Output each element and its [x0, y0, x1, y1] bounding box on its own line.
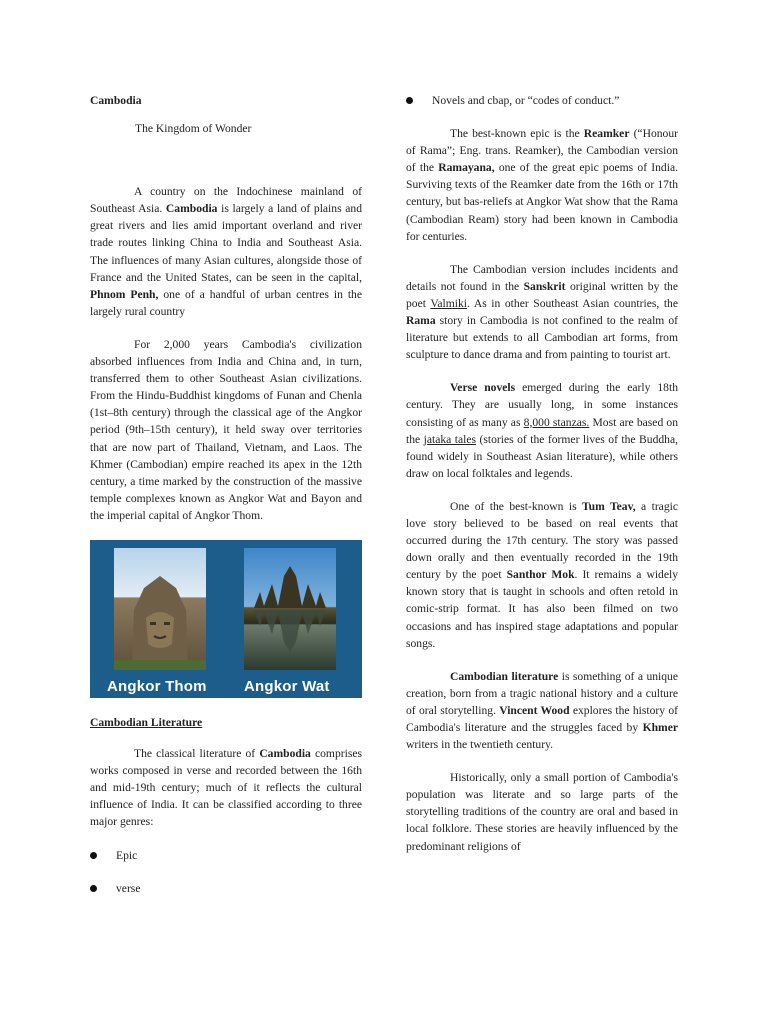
paragraph-history: For 2,000 years Cambodia's civilization absorbed influences from India and China and, in turn, transferred them to other Southeast Asian civilizations. From the Hindu-Buddhist kingdoms of Funan and Chenla (1st–8th century) through the classical age of the Angkor period (9th–15th century), it held sway over territories that are now part of Thailand, Vietnam, and Laos. The Khmer (Cambodian) empire reached its apex in the 12th century, a time marked by the construction of the massive temple complexes known as Angkor Wat and Bayon and the imperial capital of Angkor Thom. [90, 337, 362, 522]
text-run: Vincent Wood [499, 703, 570, 717]
angkor-wat-photo [244, 548, 336, 670]
text-run: A country on the Indochinese mainland of Southeast Asia. [90, 185, 362, 216]
paragraph-literature [90, 745, 362, 830]
text-run: one of a handful of urban centres in the largely rural country [90, 287, 362, 318]
bullet-item: Novels and cbap, or “codes of conduct.” [406, 92, 678, 109]
text-run: Phnom Penh, [90, 287, 159, 301]
text-run: Ramayana, [438, 161, 495, 175]
text-run: Cambodia [259, 747, 311, 761]
text-run: One of the best-known is [450, 499, 582, 513]
text-run: Khmer [642, 721, 678, 734]
text-run: a tragic love story believed to be based on real events that occurred during the 17th century. The story was passed down orally and then eventually recorded in the 19th century by the poet [406, 499, 678, 582]
paragraph-reamker [406, 125, 678, 245]
document-title: Cambodia [90, 94, 142, 107]
paragraph-tum-teav [406, 498, 678, 652]
text-run: writers in the twentieth century. [406, 738, 554, 752]
text-run: Verse novels [450, 381, 516, 395]
text-run: The Cambodian version includes incidents and details not found in the [406, 262, 678, 293]
text-run: (“Honour of Rama”; Eng. trans. Reamker), the Cambodian version of the [406, 127, 678, 175]
right-column [406, 92, 678, 855]
angkor-figure [90, 540, 362, 698]
text-run: The classical literature of [134, 747, 260, 761]
caption-angkor-thom: Angkor Thom [107, 677, 207, 695]
text-run: Tum Teav, [582, 499, 636, 513]
text-run: . It remains a widely known story that is taught in schools and often retold in comic-strip format. It has also been filmed on two occasions and has inspired stage adaptations and popular songs. [406, 568, 678, 650]
text-run: story in Cambodia is not confined to the realm of literature but extends to all Cambodian art forms, from sculpture to dance drama and from painting to tourist art. [406, 314, 678, 362]
paragraph-history-oral: Historically, only a small portion of Cambodia's population was literate and so large parts of the storytelling traditions of the country are oral and based in local folklore. These stories are heavily influenced by the predominant religions of [406, 771, 678, 853]
left-column [90, 92, 362, 897]
paragraph-intro [90, 183, 362, 320]
text-run: . As in other Southeast Asian countries, the [467, 296, 678, 310]
text-run: Sanskrit [523, 279, 566, 293]
text-run: is largely a land of plains and great rivers and lies amid important overland and river trade routes linking China to India and Southeast Asia. The influences of many Asian cultures, alongside those of France and the United States, can be seen in the capital, [90, 202, 362, 284]
text-run: emerged during the early 18th century. They are usually long, in some instances consisting of as many as [406, 381, 678, 429]
text-run: Rama [406, 314, 436, 328]
text-run: Cambodian literature [450, 669, 559, 683]
text-run: Reamker [583, 127, 630, 141]
text-run: Santhor Mok [506, 568, 575, 582]
bullet-item: Epic [90, 847, 362, 864]
text-run: The best-known epic is the [450, 127, 584, 141]
text-run: (stories of the former lives of the Buddha, found widely in Southeast Asian literature), while others draw on local folktales and legends. [406, 432, 678, 480]
text-run: is something of a unique creation, born from a tragic national history and a culture of oral storytelling. [406, 669, 679, 717]
text-run: comprises works composed in verse and recorded between the 16th and mid-19th century; much of it reflects the cultural influence of India. It can be classified according to three major genres: [90, 747, 362, 829]
caption-angkor-wat: Angkor Wat [244, 677, 330, 695]
text-run: explores the history of Cambodia's literature and the struggles faced by [406, 703, 678, 734]
paragraph-verse-novels [406, 379, 678, 482]
angkor-thom-photo [114, 548, 206, 670]
bullet-item: verse [90, 880, 362, 897]
text-run: jataka tales [423, 432, 477, 446]
paragraph-cambodian-literature [406, 668, 678, 753]
text-run: Valmiki [430, 296, 468, 310]
text-run: original written by the poet [406, 279, 678, 310]
text-run: one of the great epic poems of India. Surviving texts of the Reamker date from the 16th or 17th century, but bas-reliefs at Angkor Wat show that the Rama (Cambodian Ream) story had been known in Cambodia for centuries. [406, 161, 678, 243]
text-run: Cambodia [165, 202, 218, 216]
text-run: 8,000 stanzas. [523, 415, 590, 429]
section-heading: Cambodian Literature [90, 715, 203, 729]
document-subtitle: The Kingdom of Wonder [135, 122, 252, 136]
paragraph-version [406, 261, 678, 364]
text-run: Most are based on the [406, 415, 679, 446]
